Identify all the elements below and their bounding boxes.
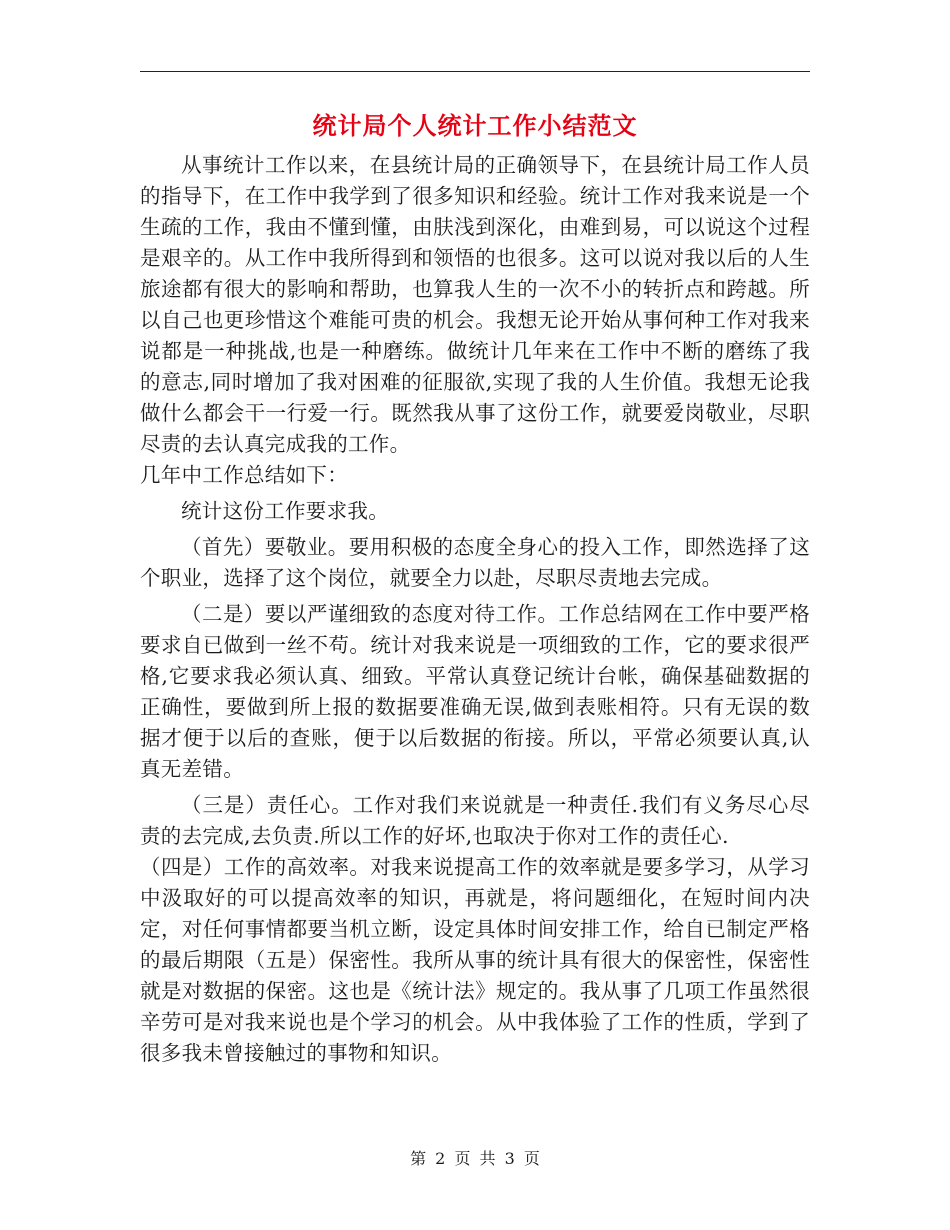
- header-rule: [140, 71, 810, 72]
- paragraph-requirements: 统计这份工作要求我。: [181, 499, 389, 523]
- page-number: 第 2 页 共 3 页: [410, 1149, 540, 1168]
- paragraph-intro: 从事统计工作以来，在县统计局的正确领导下，在县统计局工作人员的指导下，在工作中我学到了很多知识和经验。统计工作对我来说是一个生疏的工作，我由不懂到懂，由肤浅到深化，由难到易，可以说这个过程是艰辛的。从工作中我所得到和领悟的也很多。这可以说对我以后的人生旅途都有很大的影响和帮助，也算我人生的一次不小的转折点和跨越。所以自己也更珍惜这个难能可贵的机会。我想无论开始从事何种工作对我来说都是一种挑战,也是一种磨练。做统计几年来在工作中不断的磨练了我的意志,同时增加了我对困难的征服欲,实现了我的人生价值。我想无论我做什么都会干一行爱一行。既然我从事了这份工作，就要爱岗敬业，尽职尽责的去认真完成我的工作。: [140, 153, 810, 456]
- paragraph-point-second: （二是）要以严谨细致的态度对待工作。工作总结网在工作中要严格要求自已做到一丝不苟。统计对我来说是一项细致的工作，它的要求很严格,它要求我必须认真、细致。平常认真登记统计台帐，确保基础数据的正确性，要做到所上报的数据要准确无误,做到表账相符。只有无误的数据才便于以后的查账，便于以后数据的衔接。所以，平常必须要认真,认真无差错。: [140, 602, 810, 781]
- paragraph-point-first: （首先）要敬业。要用积极的态度全身心的投入工作，即然选择了这个职业，选择了这个岗位，就要全力以赴，尽职尽责地去完成。: [140, 535, 810, 590]
- paragraph-point-third: （三是）责任心。工作对我们来说就是一种责任.我们有义务尽心尽责的去完成,去负责.所以工作的好坏,也取决于你对工作的责任心.: [140, 793, 810, 848]
- document-title: 统计局个人统计工作小结范文: [312, 111, 638, 140]
- paragraph-summary-lead: 几年中工作总结如下：: [140, 463, 348, 487]
- document-body: [140, 150, 810, 1069]
- paragraph-point-fourth: （四是）工作的高效率。对我来说提高工作的效率就是要多学习，从学习中汲取好的可以提高效率的知识，再就是，将问题细化，在短时间内决定，对任何事情都要当机立断，设定具体时间安排工作，给自已制定严格的最后期限（五是）保密性。我所从事的统计具有很大的保密性，保密性就是对数据的保密。这也是《统计法》规定的。我从事了几项工作虽然很辛劳可是对我来说也是个学习的机会。从中我体验了工作的性质，学到了很多我未曾接触过的事物和知识。: [140, 855, 810, 1065]
